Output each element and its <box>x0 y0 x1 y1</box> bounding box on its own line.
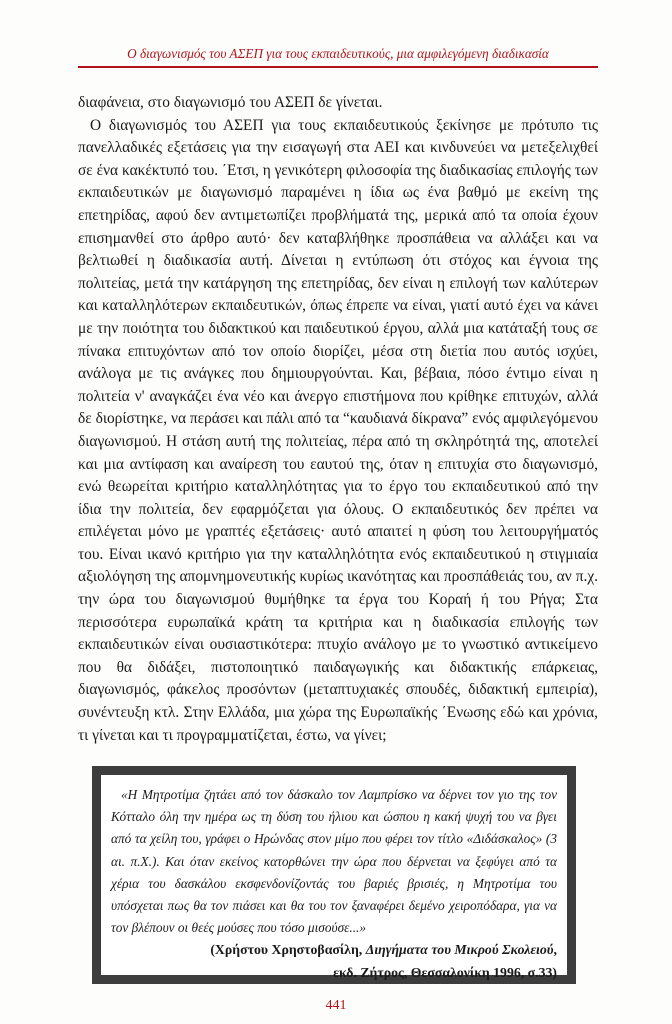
page-number: 441 <box>325 998 347 1013</box>
quote-text: «Η Μητροτίμα ζητάει από τον δάσκαλο τον Λαμπρίσκο να δέρνει τον γιο της τον Κότταλο όλη την ημέρα ως τη δύση του ήλιου και ώσπου η κακή ψυχή του να βγει από τα χείλη του, γράφει ο Ηρώνδας στον μίμο που φέρει τον τίτλο «Διδάσκαλος» (3 αι. π.Χ.). Και όταν εκείνος κατορθώνει την ώρα που δέρνεται να ξεφύγει από τα χέρια του δασκάλου εκσφενδονίζοντάς του βαριές βρισιές, η Μητροτίμα του υπόσχεται πως θα τον πιάσει και θα του τον ξαναφέρει δεμένο χειροπόδαρα, για να τον βλέπουν οι θεές μούσες που τόσο μισούσε...» <box>111 787 557 936</box>
header-rule <box>78 66 598 68</box>
quote-source-title: Διηγήματα του Μικρού Σκολειού <box>365 942 554 958</box>
quote-box <box>92 766 576 984</box>
quote-source-publisher: εκδ. Ζήτρος, Θεσσαλονίκη 1996, σ.33) <box>333 964 557 980</box>
quote-source-author: (Χρήστου Χρηστοβασίλη, <box>210 942 366 958</box>
quote-source <box>111 939 557 983</box>
paragraph-main: Ο διαγωνισμός του ΑΣΕΠ για τους εκπαιδευτικούς ξεκίνησε με πρότυπο τις πανελλαδικές εξετάσεις για την εισαγωγή στα ΑΕΙ και κινδυνεύει να μετεξελιχθεί σε ένα κακέκτυπό του. ΄Ετσι, η γενικότερη φιλοσοφία της διαδικασίας επιλογής των εκπαιδευτικών με διαγωνισμό παραμένει η ίδια ως ένα βαθμό με εκείνη της επετηρίδας, αφού δεν αντιμετωπίζει προβλήματά της, μερικά από τα οποία έχουν επισημανθεί στο άρθρο αυτό· δεν καταβλήθηκε προσπάθεια να αλλάξει και να βελτιωθεί η διαδικασία αυτή. Δίνεται η εντύπωση ότι στόχος και έγνοια της πολιτείας, μετά την κατάργηση της επετηρίδας, δεν είναι η επιλογή των καλύτερων και καταλληλότερων εκπαιδευτικών, όπως έπρεπε να είναι, γιατί αυτό έχει να κάνει με την ποιότητα του διδακτικού και παιδευτικού έργου, αλλά μια κατάταξή τους σε πίνακα επιτυχόντων από τον οποίο διορίζει, μέσα στη διετία που αυτός ισχύει, ανάλογα με τις ανάγκες που δημιουργούνται. Και, βέβαια, πόσο έντιμο είναι η πολιτεία ν' αναγκάζει ένα νέο και άνεργο επιστήμονα που κρίθηκε επιτυχών, αλλά δε διορίστηκε, να περάσει και πάλι από τα “καυδιανά δίκρανα” ενός αμφιλεγόμενου διαγωνισμού. Η στάση αυτή της πολιτείας, πέρα από τη σκληρότητά της, αποτελεί και μια αντίφαση και αναίρεση του εαυτού της, όταν η επιτυχία στο διαγωνισμό, ενώ θεωρείται κριτήριο καταλληλότητας για το έργο του εκπαιδευτικού από την ίδια την πολιτεία, δεν εφαρμόζεται για όλους. Ο εκπαιδευτικός δεν πρέπει να επιλέγεται μόνο με γραπτές εξετάσεις· αυτό απαιτεί η φύση του λειτουργήματός του. Είναι ικανό κριτήριο για την καταλληλότητα ενός εκπαιδευτικού η στιγμιαία αξιολόγηση της απομνημονευτικής κυρίως ικανότητας και προσπάθειάς του, αν π.χ. την ώρα του διαγωνισμού θυμήθηκε τα έργα του Κοραή ή του Ρήγα; Στα περισσότερα ευρωπαϊκά κράτη τα κριτήρια και η διαδικασία επιλογής των εκπαιδευτικών είναι ουσιαστικότερα: πτυχίο ανάλογο με το γνωστικό αντικείμενο που θα διδάξει, πιστοποιητικό παιδαγωγικής και διδακτικής επάρκειας, διαγωνισμός, φάκελος προσόντων (μεταπτυχιακές σπουδές, διδακτική εμπειρία), συνέντευξη κτλ. Στην Ελλάδα, μια χώρα της Ευρωπαϊκής ΄Ενωσης εδώ και χρόνια, τι γίνεται και τι προγραμματίζεται, έστω, να γίνει; <box>78 116 598 744</box>
running-head: Ο διαγωνισμός του ΑΣΕΠ για τους εκπαιδευτικούς, μια αμφιλεγόμενη διαδικασία <box>127 46 549 61</box>
quote-source-comma: , <box>553 942 557 958</box>
article-body <box>78 92 598 747</box>
paragraph-continuation: διαφάνεια, στο διαγωνισμό του ΑΣΕΠ δε γίνεται. <box>78 94 383 111</box>
